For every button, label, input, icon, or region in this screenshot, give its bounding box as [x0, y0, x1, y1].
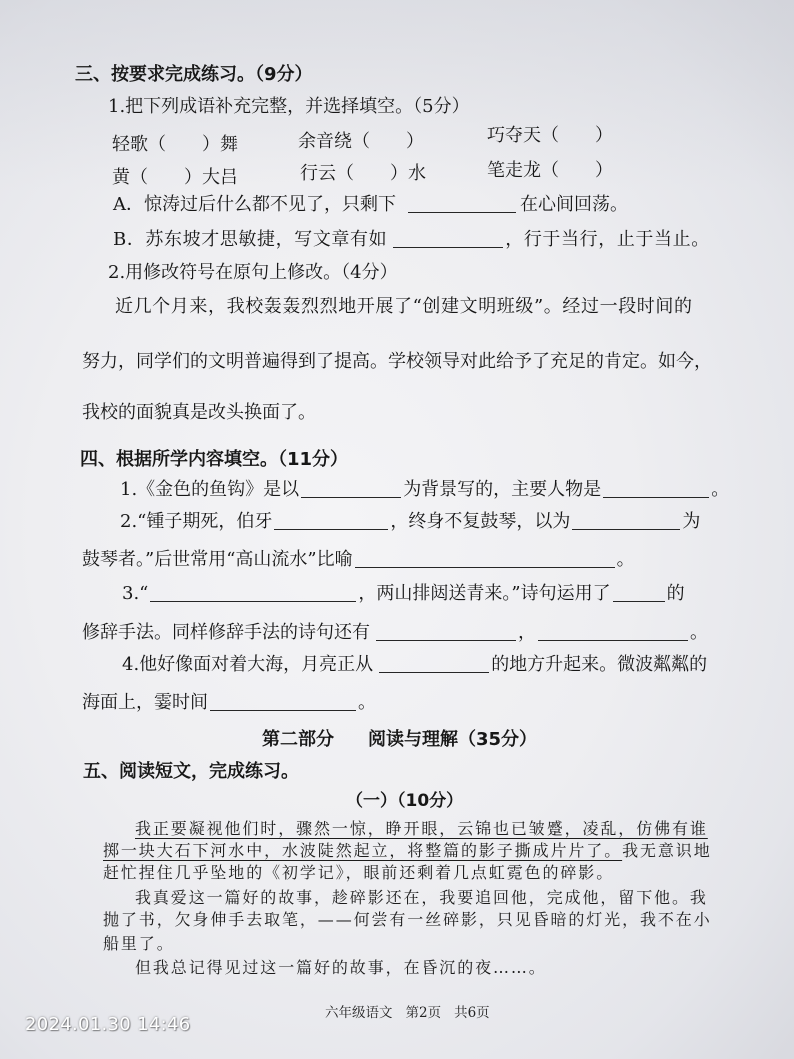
question-3-2-prompt: 2.用修改符号在原句上修改。（4分）: [108, 262, 398, 283]
passage-text: 我无意识地: [622, 841, 712, 860]
part-2-heading: [262, 728, 537, 752]
part-label: 第二部分: [262, 729, 334, 750]
passage-line: 我正要凝视他们时，骤然一惊，睁开眼，云锦也已皱蹙，凌乱，仿佛有谁: [135, 819, 708, 838]
answer-blank: [603, 479, 709, 498]
answer-blank: [150, 583, 356, 602]
question-text: 海面上，霎时间: [82, 692, 208, 713]
question-text: 。: [690, 622, 708, 643]
question-text: 2.“锺子期死，伯牙: [120, 511, 273, 532]
passage-line: 船里了。: [103, 934, 175, 953]
footer-subject: 六年级语文: [325, 1005, 393, 1021]
question-text: 。: [616, 549, 635, 570]
correction-paragraph-line: 我校的面貌真是改头换面了。: [82, 402, 316, 423]
question-text: 的地方升起来。微波粼粼的: [491, 654, 708, 675]
question-3-1-prompt: 1.把下列成语补充完整，并选择填空。（5分）: [108, 96, 470, 117]
correction-paragraph-line: 近几个月来，我校轰轰烈烈地开展了“创建文明班级”。经过一段时间的: [115, 296, 693, 317]
answer-blank: [393, 229, 503, 248]
footer-page-number: 第2页: [405, 1005, 442, 1021]
question-text: ，: [518, 622, 536, 643]
question-4-2-line-2: [82, 548, 635, 572]
question-text: 鼓琴者。”后世常用“高山流水”比喻: [82, 549, 353, 570]
answer-blank: [274, 511, 388, 530]
photo-timestamp: 2024.01.30 14:46: [25, 1014, 191, 1035]
underlined-sentence: 掷一块大石下河水中，水波陡然起立，将整篇的影子撕成片片了。: [103, 841, 623, 860]
section-3-heading: 三、按要求完成练习。（9分）: [75, 64, 313, 85]
idiom-item: 行云（ ）水: [300, 163, 426, 184]
question-text: 3.“: [122, 583, 149, 604]
answer-blank: [210, 692, 356, 711]
question-text: 的: [666, 583, 685, 604]
question-text: 1.《金色的鱼钩》是以: [120, 479, 300, 500]
option-a-text-after: 在心间回荡。: [520, 194, 628, 215]
question-4-4-line-1: [122, 653, 707, 677]
answer-blank: [572, 511, 680, 530]
question-text: ，两山排闼送青来。”诗句运用了: [358, 583, 611, 604]
passage-line: 我真爱这一篇好的故事，趁碎影还在，我要追回他，完成他，留下他。我: [135, 888, 708, 907]
question-4-1: [120, 478, 729, 502]
idiom-item: 笔走龙（ ）: [487, 160, 613, 181]
question-3-1-option-a: [113, 193, 628, 217]
section-5-heading: 五、阅读短文，完成练习。: [83, 761, 299, 782]
answer-blank: [379, 654, 489, 673]
option-b-text-after: ，行于当行，止于当止。: [505, 229, 710, 250]
question-3-1-option-b: [113, 228, 710, 252]
answer-blank: [408, 194, 516, 213]
answer-blank: [613, 583, 665, 602]
idiom-item: 黄（ ）大吕: [112, 167, 238, 188]
idiom-item: 轻歌（ ）舞: [112, 134, 238, 155]
question-text: 为: [682, 511, 701, 532]
answer-blank: [538, 622, 688, 641]
part-title: 阅读与理解（35分）: [368, 729, 538, 750]
question-4-3-line-2: [82, 621, 708, 645]
question-text: 。: [358, 692, 376, 713]
passage-line: 抛了书，欠身伸手去取笔，——何尝有一丝碎影，只见昏暗的灯光，我不在小: [103, 910, 712, 929]
question-text: 为背景写的，主要人物是: [403, 479, 602, 500]
question-4-2-line-1: [120, 510, 700, 534]
passage-line: 赶忙捏住几乎坠地的《初学记》，眼前还剩着几点虹霓色的碎影。: [103, 863, 615, 882]
correction-paragraph-line: 努力，同学们的文明普遍得到了提高。学校领导对此给予了充足的肯定。如今，: [82, 351, 712, 372]
footer-total-pages: 共6页: [454, 1005, 490, 1021]
option-a-text-before: A．惊涛过后什么都不见了，只剩下: [113, 194, 396, 215]
idiom-item: 巧夺天（ ）: [487, 125, 613, 146]
passage-1-heading: （一）（10分）: [346, 791, 464, 811]
question-text: ，终身不复鼓琴，以为: [390, 511, 571, 532]
section-4-heading: 四、根据所学内容填空。（11分）: [80, 449, 349, 470]
answer-blank: [355, 549, 615, 568]
passage-line: [103, 840, 712, 862]
question-text: 。: [711, 479, 730, 500]
question-text: 修辞手法。同样修辞手法的诗句还有: [82, 622, 370, 643]
idiom-item: 余音绕（ ）: [298, 131, 424, 152]
option-b-text-before: B．苏东坡才思敏捷，写文章有如: [113, 229, 388, 250]
page-footer: [325, 1004, 503, 1022]
question-4-3-line-1: [122, 582, 685, 606]
question-4-4-line-2: [82, 691, 376, 715]
answer-blank: [376, 622, 516, 641]
passage-line: 但我总记得见过这一篇好的故事，在昏沉的夜……。: [135, 958, 547, 977]
question-text: 4.他好像面对着大海，月亮正从: [122, 654, 374, 675]
answer-blank: [301, 479, 401, 498]
